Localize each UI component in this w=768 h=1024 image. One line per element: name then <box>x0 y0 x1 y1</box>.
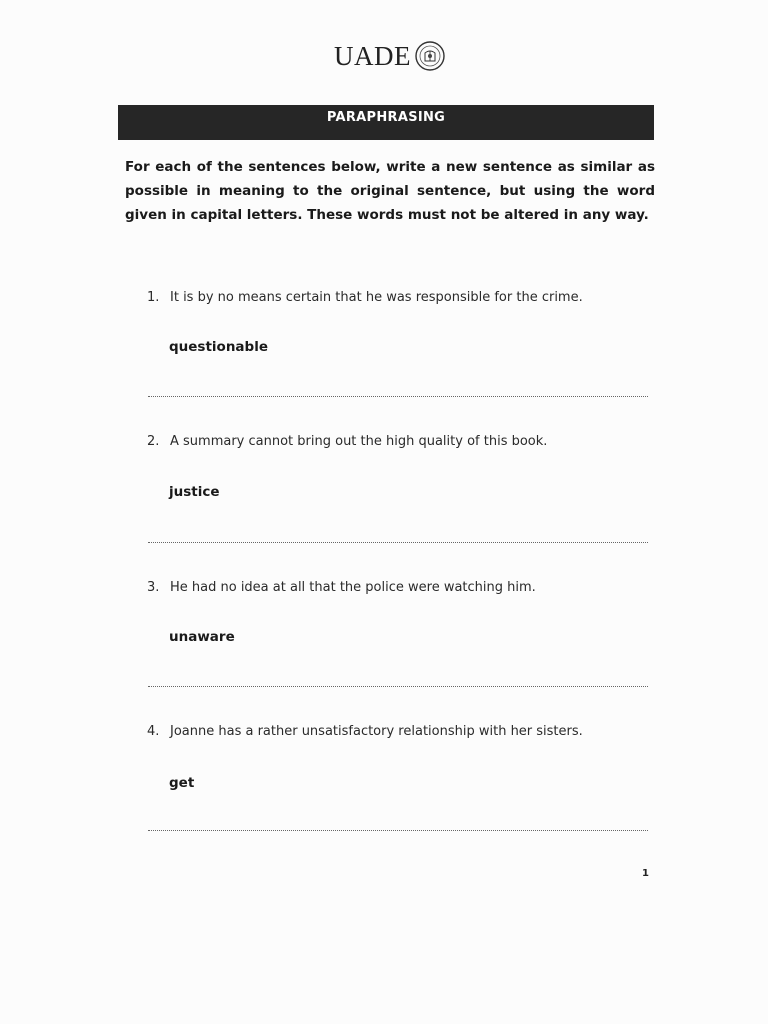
university-seal-icon <box>414 40 446 72</box>
item-text: It is by no means certain that he was responsible for the crime. <box>170 290 583 305</box>
item-sentence-2 <box>147 434 667 449</box>
answer-line-3[interactable] <box>148 686 648 687</box>
item-keyword-4: get <box>169 775 195 791</box>
answer-line-1[interactable] <box>148 396 648 397</box>
instructions-text: For each of the sentences below, write a new sentence as similar as possible in meaning to the original sentence, but using the word given in capital letters. These words must not be altered in any way. <box>125 159 655 223</box>
item-number: 2. <box>147 434 160 449</box>
item-sentence-1 <box>147 290 667 305</box>
item-keyword-2: justice <box>169 484 220 500</box>
university-logo <box>334 38 446 74</box>
item-sentence-4 <box>147 724 667 739</box>
item-number: 4. <box>147 724 160 739</box>
item-sentence-3 <box>147 580 667 595</box>
item-keyword-3: unaware <box>169 629 235 645</box>
item-text: Joanne has a rather unsatisfactory relationship with her sisters. <box>170 724 583 739</box>
item-keyword-1: questionable <box>169 339 268 355</box>
item-number: 3. <box>147 580 160 595</box>
section-title: PARAPHRASING <box>326 110 446 125</box>
item-text: He had no idea at all that the police were watching him. <box>170 580 536 595</box>
item-number: 1. <box>147 290 160 305</box>
section-title-banner <box>118 105 654 140</box>
answer-line-4[interactable] <box>148 830 648 831</box>
logo-text: UADE <box>334 40 411 71</box>
page-number: 1 <box>642 868 649 879</box>
answer-line-2[interactable] <box>148 542 648 543</box>
item-text: A summary cannot bring out the high quality of this book. <box>170 434 548 449</box>
